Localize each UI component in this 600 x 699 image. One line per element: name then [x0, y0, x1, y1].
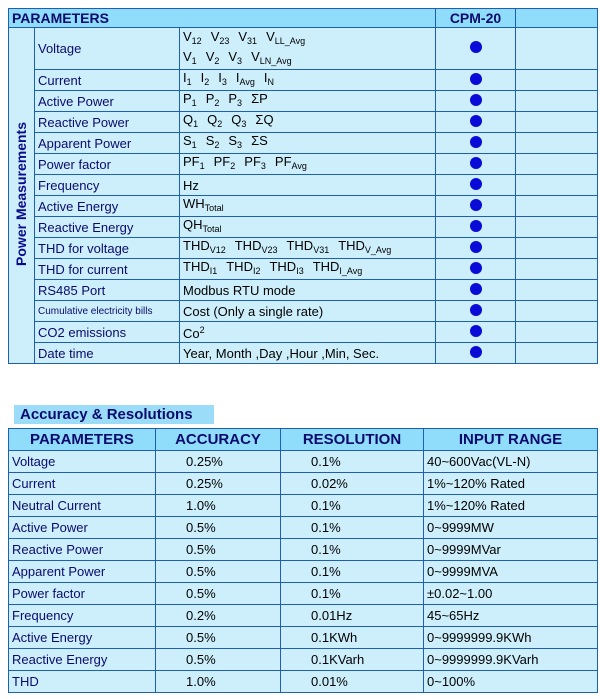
- empty-cell: [516, 343, 598, 364]
- measurement-row: [9, 322, 598, 343]
- symbol: S: [228, 133, 238, 148]
- power-measurements-side-label: [9, 28, 35, 364]
- measurement-row: [9, 196, 598, 217]
- cpm20-support-cell: [436, 343, 516, 364]
- input-range-cell: 45~65Hz: [424, 605, 598, 627]
- symbol-subscript: Total: [204, 203, 224, 213]
- empty-cell: [516, 217, 598, 238]
- value-line: [183, 29, 435, 49]
- symbol: ΣS: [251, 133, 268, 148]
- table-row: [9, 671, 598, 693]
- supported-dot-icon: [470, 346, 482, 358]
- input-range-header: INPUT RANGE: [424, 429, 598, 451]
- resolution-header: RESOLUTION: [281, 429, 424, 451]
- symbol-subscript: 2: [214, 55, 220, 66]
- symbol: Cost (Only a single rate): [183, 303, 324, 319]
- cpm20-support-cell: [436, 175, 516, 196]
- resolution-cell: 0.1%: [281, 561, 424, 583]
- measurement-label: CO2 emissions: [35, 322, 180, 343]
- parameter-cell: Neutral Current: [9, 495, 156, 517]
- cpm20-support-cell: [436, 133, 516, 154]
- cpm20-support-cell: [436, 322, 516, 343]
- symbol: V: [210, 28, 220, 44]
- supported-dot-icon: [470, 136, 482, 148]
- value-line: [183, 304, 435, 319]
- measurement-label: Active Energy: [35, 196, 180, 217]
- measurement-row: [9, 70, 598, 91]
- symbol-subscript: 3: [260, 161, 266, 171]
- symbol: Hz: [183, 177, 199, 193]
- input-range-cell: ±0.02~1.00: [424, 583, 598, 605]
- table-row: [9, 649, 598, 671]
- cpm20-support-cell: [436, 70, 516, 91]
- symbol-subscript: 3: [237, 98, 243, 108]
- symbol: PF: [274, 154, 292, 169]
- cpm20-support-cell: [436, 28, 516, 70]
- supported-dot-icon: [470, 262, 482, 274]
- accuracy-cell: 0.5%: [156, 517, 281, 539]
- value-line: [183, 70, 435, 90]
- measurement-row: [9, 280, 598, 301]
- empty-cell: [516, 259, 598, 280]
- measurement-row: [9, 259, 598, 280]
- supported-dot-icon: [470, 157, 482, 169]
- symbol-subscript: 1: [186, 77, 192, 87]
- symbol: I: [235, 70, 240, 85]
- symbol: Q: [183, 112, 194, 127]
- symbol-subscript: I2: [252, 266, 261, 276]
- symbol-subscript: 2: [204, 77, 210, 87]
- measurement-row: [9, 28, 598, 70]
- symbol: V: [228, 48, 238, 64]
- resolution-cell: 0.02%: [281, 473, 424, 495]
- table-row: [9, 561, 598, 583]
- symbol-subscript: N: [267, 77, 275, 87]
- symbol-subscript: 3: [241, 119, 247, 129]
- accuracy-cell: 0.5%: [156, 627, 281, 649]
- empty-cell: [516, 70, 598, 91]
- measurement-values: [180, 343, 436, 364]
- input-range-cell: 1%~120% Rated: [424, 495, 598, 517]
- resolution-cell: 0.1%: [281, 451, 424, 473]
- value-line: [183, 112, 435, 132]
- table-row: [9, 495, 598, 517]
- accuracy-section-title: Accuracy & Resolutions: [14, 405, 214, 424]
- symbol-subscript: 3: [237, 55, 243, 66]
- measurement-row: [9, 91, 598, 112]
- value-line: [183, 154, 435, 174]
- supported-dot-icon: [470, 325, 482, 337]
- symbol-subscript: 2: [214, 140, 220, 150]
- symbol: Q: [207, 112, 218, 127]
- table-row: [9, 451, 598, 473]
- symbol: THD: [234, 238, 262, 253]
- empty-cell: [516, 91, 598, 112]
- value-line: [183, 178, 435, 193]
- supported-dot-icon: [470, 283, 482, 295]
- symbol-subscript: LN_Avg: [259, 55, 292, 66]
- parameter-cell: Reactive Energy: [9, 649, 156, 671]
- measurement-row: [9, 133, 598, 154]
- measurement-label: Active Power: [35, 91, 180, 112]
- accuracy-cell: 0.5%: [156, 561, 281, 583]
- symbol-subscript: Avg: [291, 161, 307, 171]
- measurement-row: [9, 112, 598, 133]
- symbol-subscript: I3: [296, 266, 304, 276]
- measurement-label: RS485 Port: [35, 280, 180, 301]
- parameters-header: PARAMETERS: [9, 429, 156, 451]
- measurement-label: Reactive Energy: [35, 217, 180, 238]
- empty-cell: [516, 133, 598, 154]
- empty-header-cell: [516, 9, 598, 28]
- symbol: PF: [244, 154, 261, 169]
- measurement-values: [180, 91, 436, 112]
- accuracy-cell: 0.2%: [156, 605, 281, 627]
- power-measurements-header-row: [9, 9, 598, 28]
- measurement-label: Date time: [35, 343, 180, 364]
- input-range-cell: 40~600Vac(VL-N): [424, 451, 598, 473]
- symbol-subscript: 12: [191, 35, 202, 46]
- accuracy-header-row: [9, 429, 598, 451]
- symbol: Co: [183, 326, 200, 341]
- measurement-values: [180, 196, 436, 217]
- accuracy-cell: 0.25%: [156, 473, 281, 495]
- symbol: WH: [183, 196, 205, 211]
- measurement-label: THD for current: [35, 259, 180, 280]
- cpm20-header: CPM-20: [436, 9, 516, 28]
- input-range-cell: 0~9999MVA: [424, 561, 598, 583]
- measurement-row: [9, 343, 598, 364]
- accuracy-header: ACCURACY: [156, 429, 281, 451]
- empty-cell: [516, 322, 598, 343]
- measurement-values: [180, 70, 436, 91]
- measurement-row: [9, 238, 598, 259]
- accuracy-resolution-body: [9, 429, 598, 693]
- measurement-values: [180, 112, 436, 133]
- accuracy-resolution-table: [8, 428, 598, 693]
- supported-dot-icon: [470, 241, 482, 253]
- parameter-cell: Frequency: [9, 605, 156, 627]
- symbol-subscript: 1: [193, 119, 199, 129]
- empty-cell: [516, 28, 598, 70]
- parameters-header: PARAMETERS: [9, 9, 436, 28]
- parameter-cell: Active Energy: [9, 627, 156, 649]
- resolution-cell: 0.1KVarh: [281, 649, 424, 671]
- symbol: THD: [338, 238, 365, 253]
- empty-cell: [516, 196, 598, 217]
- symbol: V: [266, 28, 275, 44]
- measurement-row: [9, 154, 598, 175]
- symbol: THD: [312, 259, 340, 274]
- symbol-subscript: 23: [219, 35, 230, 46]
- symbol-subscript: Total: [202, 224, 222, 234]
- symbol-subscript: 1: [191, 55, 197, 66]
- symbol-subscript: 1: [191, 98, 197, 108]
- supported-dot-icon: [470, 94, 482, 106]
- symbol: THD: [183, 238, 210, 253]
- power-measurements-table: [8, 8, 598, 364]
- symbol: V: [183, 28, 192, 44]
- symbol-subscript: 31: [247, 35, 258, 46]
- power-measurements-body: [9, 9, 598, 364]
- table-row: [9, 627, 598, 649]
- symbol-subscript: V12: [209, 245, 226, 255]
- symbol-superscript: 2: [199, 325, 205, 335]
- symbol: Q: [231, 112, 242, 127]
- cpm20-support-cell: [436, 259, 516, 280]
- value-line: [183, 49, 435, 69]
- accuracy-cell: 0.5%: [156, 539, 281, 561]
- measurement-row: [9, 301, 598, 322]
- supported-dot-icon: [470, 178, 482, 190]
- cpm20-support-cell: [436, 91, 516, 112]
- symbol: V: [238, 28, 248, 44]
- symbol: Modbus RTU mode: [183, 282, 296, 298]
- input-range-cell: 0~9999999.9KWh: [424, 627, 598, 649]
- symbol: I: [218, 70, 222, 85]
- empty-cell: [516, 301, 598, 322]
- resolution-cell: 0.01%: [281, 671, 424, 693]
- symbol-subscript: 2: [217, 119, 223, 129]
- measurement-values: [180, 175, 436, 196]
- symbol-subscript: I_Avg: [339, 266, 363, 276]
- input-range-cell: 1%~120% Rated: [424, 473, 598, 495]
- cpm20-support-cell: [436, 217, 516, 238]
- symbol-subscript: 1: [191, 140, 197, 150]
- parameter-cell: Active Power: [9, 517, 156, 539]
- measurement-values: [180, 133, 436, 154]
- measurement-row: [9, 217, 598, 238]
- empty-cell: [516, 238, 598, 259]
- measurement-label: Voltage: [35, 28, 180, 70]
- table-row: [9, 517, 598, 539]
- symbol-subscript: 2: [214, 98, 220, 108]
- symbol: S: [183, 133, 192, 148]
- symbol: THD: [226, 259, 253, 274]
- symbol: THD: [286, 238, 314, 253]
- supported-dot-icon: [470, 73, 482, 85]
- symbol-subscript: V31: [313, 245, 330, 255]
- cpm20-support-cell: [436, 154, 516, 175]
- resolution-cell: 0.1%: [281, 583, 424, 605]
- measurement-values: [180, 217, 436, 238]
- symbol-subscript: V_Avg: [364, 245, 392, 255]
- supported-dot-icon: [470, 115, 482, 127]
- resolution-cell: 0.1KWh: [281, 627, 424, 649]
- side-label-text: Power Measurements: [13, 122, 29, 266]
- symbol: I: [200, 70, 205, 85]
- measurement-label: Apparent Power: [35, 133, 180, 154]
- symbol: PF: [183, 154, 200, 169]
- input-range-cell: 0~100%: [424, 671, 598, 693]
- symbol: P: [228, 91, 238, 106]
- resolution-cell: 0.1%: [281, 495, 424, 517]
- symbol: V: [205, 48, 215, 64]
- symbol: V: [183, 48, 192, 64]
- table-row: [9, 605, 598, 627]
- empty-cell: [516, 280, 598, 301]
- empty-cell: [516, 154, 598, 175]
- measurement-values: [180, 154, 436, 175]
- input-range-cell: 0~9999MVar: [424, 539, 598, 561]
- symbol: ΣP: [251, 91, 268, 106]
- supported-dot-icon: [470, 304, 482, 316]
- input-range-cell: 0~9999MW: [424, 517, 598, 539]
- accuracy-cell: 0.25%: [156, 451, 281, 473]
- cpm20-support-cell: [436, 301, 516, 322]
- value-line: [183, 259, 435, 279]
- symbol-subscript: LL_Avg: [274, 35, 306, 46]
- measurement-values: [180, 322, 436, 343]
- value-line: [183, 91, 435, 111]
- symbol-subscript: 3: [221, 77, 227, 87]
- cpm20-support-cell: [436, 238, 516, 259]
- measurement-values: [180, 28, 436, 70]
- measurement-label: Power factor: [35, 154, 180, 175]
- empty-cell: [516, 112, 598, 133]
- measurement-values: [180, 259, 436, 280]
- measurement-label: Frequency: [35, 175, 180, 196]
- resolution-cell: 0.01Hz: [281, 605, 424, 627]
- empty-cell: [516, 175, 598, 196]
- table-row: [9, 473, 598, 495]
- symbol-subscript: V23: [261, 245, 278, 255]
- parameter-cell: Voltage: [9, 451, 156, 473]
- symbol: THD: [269, 259, 297, 274]
- symbol: P: [183, 91, 192, 106]
- table-row: [9, 539, 598, 561]
- symbol: S: [205, 133, 215, 148]
- parameter-cell: Apparent Power: [9, 561, 156, 583]
- value-line: [183, 283, 435, 298]
- accuracy-cell: 0.5%: [156, 649, 281, 671]
- symbol: QH: [183, 217, 203, 232]
- value-line: [183, 323, 435, 341]
- symbol-subscript: 2: [230, 161, 236, 171]
- cpm20-support-cell: [436, 112, 516, 133]
- parameter-cell: THD: [9, 671, 156, 693]
- supported-dot-icon: [470, 199, 482, 211]
- supported-dot-icon: [470, 41, 482, 53]
- symbol: V: [251, 48, 260, 64]
- parameter-cell: Current: [9, 473, 156, 495]
- parameter-cell: Reactive Power: [9, 539, 156, 561]
- table-row: [9, 583, 598, 605]
- symbol: P: [205, 91, 215, 106]
- measurement-label: Reactive Power: [35, 112, 180, 133]
- symbol-subscript: I1: [209, 266, 218, 276]
- measurement-values: [180, 301, 436, 322]
- symbol-subscript: Avg: [239, 77, 255, 87]
- value-line: [183, 217, 435, 237]
- parameter-cell: Power factor: [9, 583, 156, 605]
- input-range-cell: 0~9999999.9KVarh: [424, 649, 598, 671]
- resolution-cell: 0.1%: [281, 539, 424, 561]
- accuracy-cell: 1.0%: [156, 671, 281, 693]
- value-line: [183, 346, 435, 361]
- measurement-label: Current: [35, 70, 180, 91]
- cpm20-support-cell: [436, 196, 516, 217]
- value-line: [183, 133, 435, 153]
- measurement-values: [180, 238, 436, 259]
- measurement-label: Cumulative electricity bills: [35, 301, 180, 322]
- supported-dot-icon: [470, 220, 482, 232]
- symbol: Year, Month ,Day ,Hour ,Min, Sec.: [183, 345, 380, 361]
- value-line: [183, 196, 435, 216]
- symbol: I: [263, 70, 268, 85]
- symbol: THD: [183, 259, 210, 274]
- accuracy-cell: 1.0%: [156, 495, 281, 517]
- accuracy-cell: 0.5%: [156, 583, 281, 605]
- symbol-subscript: 1: [199, 161, 205, 171]
- measurement-row: [9, 175, 598, 196]
- symbol-subscript: 3: [237, 140, 243, 150]
- value-line: [183, 238, 435, 258]
- resolution-cell: 0.1%: [281, 517, 424, 539]
- symbol: ΣQ: [255, 112, 274, 127]
- symbol: I: [183, 70, 187, 85]
- measurement-values: [180, 280, 436, 301]
- symbol: PF: [213, 154, 231, 169]
- measurement-label: THD for voltage: [35, 238, 180, 259]
- cpm20-support-cell: [436, 280, 516, 301]
